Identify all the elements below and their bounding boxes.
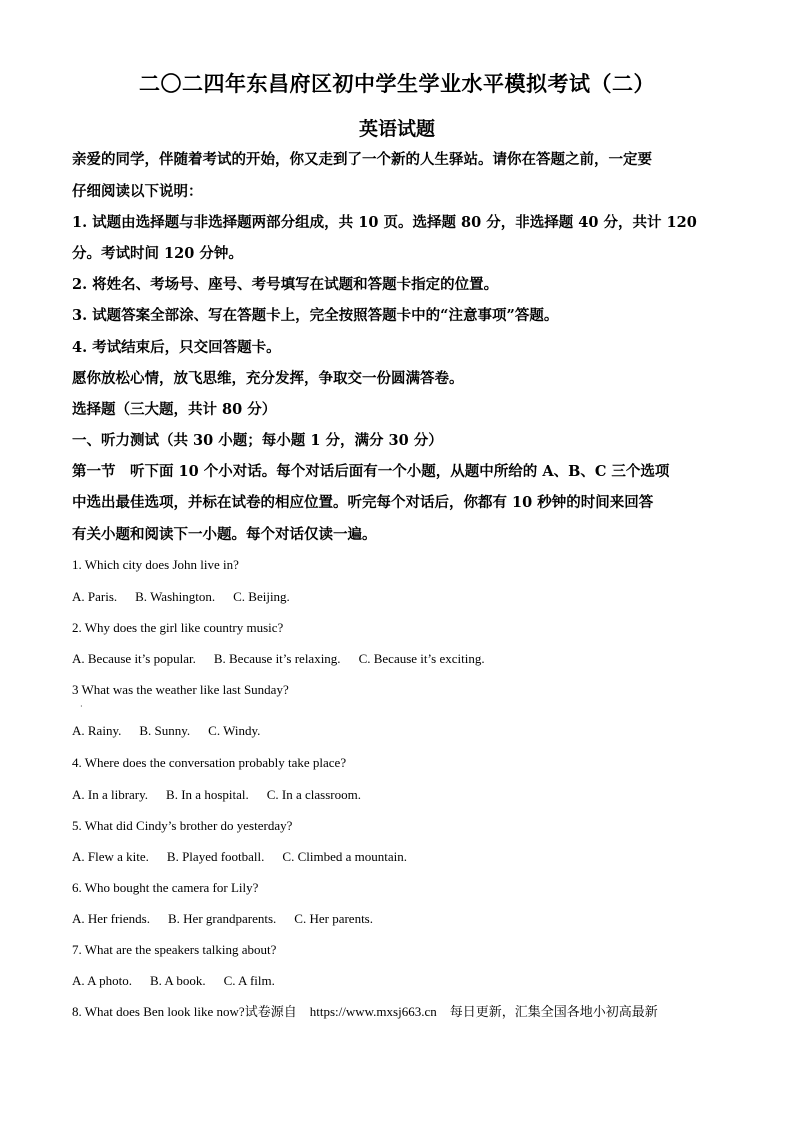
instruction-item-3: 3. 试题答案全部涂、写在答题卡上，完全按照答题卡中的“注意事项”答题。	[72, 307, 559, 324]
choice-section-title: 选择题（三大题，共计 80 分）	[72, 401, 277, 418]
option-c: C. Her parents.	[294, 911, 373, 926]
listening-part-title: 一、听力测试（共 30 小题；每小题 1 分，满分 30 分）	[72, 432, 443, 449]
question-8-line	[72, 1003, 752, 1022]
option-a: A. Rainy.	[72, 723, 122, 738]
option-b: B. Sunny.	[139, 723, 191, 738]
option-c: C. Beijing.	[233, 589, 290, 604]
question-7-options	[72, 972, 752, 990]
option-a: A. Her friends.	[72, 911, 150, 926]
option-c: C. A film.	[223, 973, 275, 988]
question-2-options	[72, 650, 752, 668]
exam-title: 二〇二四年东昌府区初中学生学业水平模拟考试（二）	[139, 71, 655, 96]
option-c: C. Because it’s exciting.	[358, 651, 485, 666]
question-5: 5. What did Cindy’s brother do yesterday?	[72, 818, 293, 833]
question-7: 7. What are the speakers talking about?	[72, 942, 277, 957]
question-4: 4. Where does the conversation probably take place?	[72, 755, 347, 770]
listening-desc-line-3: 有关小题和阅读下一小题。每个对话仅读一遍。	[72, 526, 377, 543]
question-3: 3 What was the weather like last Sunday?	[72, 682, 289, 697]
option-a: A. A photo.	[72, 973, 132, 988]
listening-desc-line-2: 中选出最佳选项，并标在试卷的相应位置。听完每个对话后，你都有 10 秒钟的时间来回答	[72, 494, 654, 511]
question-1: 1. Which city does John live in?	[72, 557, 239, 572]
stray-dot: ·	[80, 702, 83, 711]
question-4-options	[72, 786, 752, 804]
question-5-options	[72, 848, 752, 866]
instruction-item-2: 2. 将姓名、考场号、座号、考号填写在试题和答题卡指定的位置。	[72, 276, 499, 293]
question-3-options	[72, 722, 752, 740]
question-6: 6. Who bought the camera for Lily?	[72, 880, 259, 895]
option-b: B. Played football.	[166, 849, 265, 864]
source-link[interactable]: https://www.mxsj663.cn	[309, 1004, 437, 1019]
option-b: B. Because it’s relaxing.	[213, 651, 341, 666]
option-a: A. In a library.	[72, 787, 149, 802]
source-label: 试卷源自	[244, 1005, 297, 1020]
question-1-options	[72, 588, 752, 606]
question-2: 2. Why does the girl like country music?	[72, 620, 284, 635]
question-8: 8. What does Ben look like now?	[72, 1004, 245, 1019]
option-b: B. Washington.	[135, 589, 216, 604]
option-a: A. Because it’s popular.	[72, 651, 196, 666]
instruction-item-1-line-2: 分。考试时间 120 分钟。	[72, 245, 243, 262]
instruction-item-1-line-1: 1. 试题由选择题与非选择题两部分组成，共 10 页。选择题 80 分，非选择题 40 分，共计 120	[72, 214, 697, 231]
wish-line: 愿你放松心情，放飞思维，充分发挥，争取交一份圆满答卷。	[72, 370, 464, 387]
option-c: C. Climbed a mountain.	[282, 849, 407, 864]
instruction-item-4: 4. 考试结束后，只交回答题卡。	[72, 339, 281, 356]
option-b: B. In a hospital.	[166, 787, 249, 802]
source-note: 每日更新，汇集全国各地小初高最新	[449, 1005, 658, 1020]
question-6-options	[72, 910, 752, 928]
intro-line-1: 亲爱的同学，伴随着考试的开始，你又走到了一个新的人生驿站。请你在答题之前，一定要	[72, 151, 652, 168]
subject-title: 英语试题	[358, 118, 435, 140]
option-b: B. Her grandparents.	[167, 911, 277, 926]
intro-line-2: 仔细阅读以下说明：	[72, 183, 203, 200]
option-c: C. Windy.	[208, 723, 261, 738]
option-a: A. Paris.	[72, 589, 118, 604]
option-b: B. A book.	[149, 973, 206, 988]
option-c: C. In a classroom.	[266, 787, 361, 802]
option-a: A. Flew a kite.	[72, 849, 149, 864]
listening-desc-line-1: 第一节 听下面 10 个小对话。每个对话后面有一个小题，从题中所给的 A、B、C 三个选项	[72, 463, 670, 480]
